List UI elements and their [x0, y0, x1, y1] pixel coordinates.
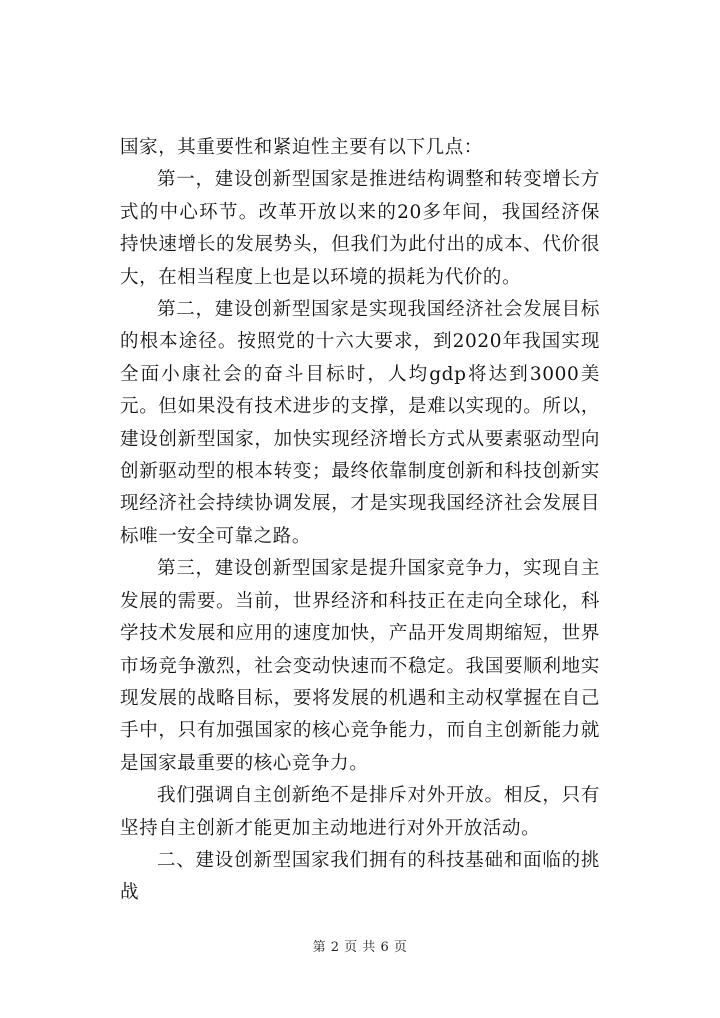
section-heading-two: 二、建设创新型国家我们拥有的科技基础和面临的挑战	[120, 849, 600, 904]
paragraph-open-policy: 我们强调自主创新绝不是排斥对外开放。相反，只有坚持自主创新才能更加主动地进行对外开放活动。	[120, 785, 600, 839]
paragraph-point-three: 第三，建设创新型国家是提升国家竞争力，实现自主发展的需要。当前，世界经济和科技正在走向全球化，科学技术发展和应用的速度加快，产品开发周期缩短，世界市场竞争激烈，社会变动快速而不稳定。我国要顺利地实现发展的战略目标，要将发展的机遇和主动权掌握在自己手中，只有加强国家的核心竞争能力，而自主创新能力就是国家最重要的核心竞争力。	[120, 558, 600, 774]
paragraph-intro-fragment: 国家，其重要性和紧迫性主要有以下几点：	[120, 137, 483, 158]
paragraph-point-two: 第二，建设创新型国家是实现我国经济社会发展目标的根本途径。按照党的十六大要求，到2020年我国实现全面小康社会的奋斗目标时，人均gdp将达到3000美元。但如果没有技术进步的支撑，是难以实现的。所以，建设创新型国家，加快实现经济增长方式从要素驱动型向创新驱动型的根本转变；最终依靠制度创新和科技创新实现经济社会持续协调发展，才是实现我国经济社会发展目标唯一安全可靠之路。	[120, 299, 600, 547]
document-body	[120, 132, 600, 910]
paragraph-point-one: 第一，建设创新型国家是推进结构调整和转变增长方式的中心环节。改革开放以来的20多年间，我国经济保持快速增长的发展势头，但我们为此付出的成本、代价很大，在相当程度上也是以环境的损耗为代价的。	[120, 169, 600, 288]
page-number-footer: 第 2 页 共 6 页	[312, 940, 408, 955]
